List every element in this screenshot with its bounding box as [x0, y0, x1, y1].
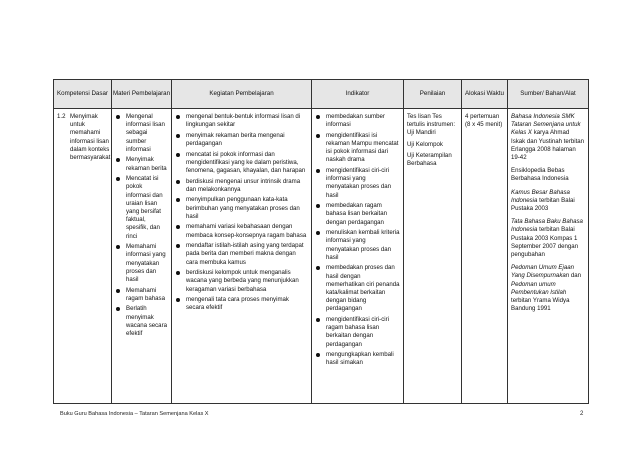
- sumber-detail: terbitan Balai Pustaka 2003: [511, 196, 575, 213]
- kegiatan-list: [175, 113, 308, 313]
- header-row: [54, 80, 589, 109]
- materi-item: Mengenal informasi lisan sebagai sumber informasi: [115, 113, 168, 154]
- indikator-item: menuliskan kembali kriteria informasi yang menyatakan proses dan hasil: [315, 229, 400, 262]
- penilaian-item: Uji Keterampilan Berbahasa: [407, 152, 452, 168]
- materi-list: [115, 113, 168, 338]
- header-kegiatan: Kegiatan Pembelajaran: [172, 80, 312, 109]
- kegiatan-item: mengenal bentuk-bentuk informasi lisan di lingkungan sekitar: [175, 113, 308, 129]
- header-kompetensi: Kompetensi Dasar: [54, 80, 112, 109]
- header-indikator: Indikator: [312, 80, 404, 109]
- header-sumber: Sumber/ Bahan/Alat: [508, 80, 589, 109]
- header-materi: Materi Pembelajaran: [112, 80, 172, 109]
- sumber-detail: terbitan Yrama Widya Bandung 1991: [511, 297, 570, 313]
- materi-item: Memahami ragam bahasa: [115, 287, 168, 303]
- sumber-detail: Ensiklopedia Bebas Berbahasa Indonesia: [511, 167, 569, 183]
- kegiatan-item: menyimpulkan penggunaan kata-kata berimbuhan yang menyatakan proses dan hasil: [175, 196, 308, 221]
- penilaian-item: Tes lisan Tes tertulis instrumen: Uji Mandiri: [407, 113, 456, 137]
- sumber-title: Tata Bahasa Baku Bahasa Indonesia: [511, 218, 583, 234]
- cell-sumber: [508, 109, 589, 404]
- cell-kompetensi: [54, 109, 112, 404]
- sumber-item: [511, 113, 585, 162]
- header-alokasi: Alokasi Waktu: [462, 80, 508, 109]
- sumber-detail: terbitan Balai Pustaka 2003 Kompas 1 September 2007 dengan pengubahan: [511, 226, 579, 259]
- sumber-title: Kamus Besar Bahasa Indonesia: [511, 188, 570, 204]
- sumber-title: Pedoman umum Pembentukan Istilah: [511, 280, 567, 296]
- kegiatan-item: mengenali tata cara proses menyimak secara efektif: [175, 296, 308, 312]
- sumber-item: [511, 218, 585, 259]
- sumber-list: [508, 109, 588, 313]
- indikator-item: mengidentifikasi ciri-ciri ragam bahasa lisan berkaitan dengan perdagangan: [315, 316, 400, 349]
- cell-materi: [112, 109, 172, 404]
- kegiatan-item: mendaftar istilah-istilah asing yang terdapat pada berita dan memberi makna dengan cara membuka kamus: [175, 242, 308, 267]
- kegiatan-item: berdiskusi kelompok untuk menganalis wacana yang berbeda yang menunjukkan keragaman variasi berbahasa: [175, 269, 308, 294]
- cell-alokasi: [462, 109, 508, 404]
- cell-kegiatan: [172, 109, 312, 404]
- footer-text: Buku Guru Bahasa Indonesia – Tataran Semenjana Kelas X: [60, 411, 209, 417]
- indikator-item: membedakan sumber informasi: [315, 113, 400, 129]
- cell-penilaian: [404, 109, 462, 404]
- kompetensi-text: Menyimak untuk memahami informasi lisan dalam konteks bermasyarakat: [70, 113, 111, 162]
- indikator-item: mengidentifikasi ciri-ciri informasi yang menyatakan proses dan hasil: [315, 167, 400, 200]
- materi-item: Memahami informasi yang menyatakan proses dan hasil: [115, 243, 168, 284]
- indikator-item: mengungkapkan kembali hasil simakan: [315, 351, 400, 367]
- indikator-item: membedakan ragam bahasa lisan berkaitan dengan perdagangan: [315, 202, 400, 227]
- alokasi-text: 4 pertemuan (8 x 45 menit): [465, 113, 503, 129]
- sumber-title: Pedoman Umum Ejaan Yang Disempurnakan: [511, 264, 574, 280]
- materi-item: Menyimak rekaman berita: [115, 156, 168, 172]
- kompetensi-number: 1.2: [57, 113, 66, 120]
- sumber-detail: karya Ahmad Iskak dan Yustinah terbitan Erlangga 2008 halaman 19-42: [511, 129, 585, 162]
- penilaian-item: Uji Kelompok: [407, 140, 443, 148]
- sumber-title: Bahasa Indonesia SMK Tataran Semenjana untuk Kelas X: [511, 113, 581, 137]
- page-number: 2: [580, 411, 584, 417]
- materi-item: Berlatih menyimak wacana secara efektif: [115, 305, 168, 338]
- syllabus-table: [53, 79, 589, 404]
- header-penilaian: Penilaian: [404, 80, 462, 109]
- indikator-item: mengidentifikasi isi rekaman Mampu mencatat isi pokok informasi dari naskah drama: [315, 132, 400, 165]
- sumber-item: [511, 264, 585, 313]
- indikator-list: [315, 113, 400, 368]
- sumber-detail: dan: [569, 272, 582, 280]
- table-row: [54, 109, 589, 404]
- materi-item: Mencatat isi pokok informasi dan uraian lisan yang bersifat faktual, spesifik, dan rinci: [115, 175, 168, 241]
- kegiatan-item: mencatat isi pokok informasi dan mengidentifikasi yang ke dalam peristiwa, fenomena, gagasan, khayalan, dan harapan: [175, 151, 308, 176]
- kegiatan-item: memahami variasi kebahasaan dengan membaca konsep-konsepnya ragam bahasa: [175, 223, 308, 239]
- sumber-item: [511, 167, 585, 183]
- penilaian-list: [404, 109, 461, 169]
- sumber-item: [511, 189, 585, 214]
- kegiatan-item: menyimak rekaman berita mengenai perdagangan: [175, 132, 308, 148]
- kegiatan-item: berdiskusi mengenai unsur intrinsik drama dan melakonkannya: [175, 178, 308, 194]
- cell-indikator: [312, 109, 404, 404]
- indikator-item: membedakan proses dan hasil dengan memerhatikan ciri penanda kata/kalimat berkaitan dengan bidang perdagangan: [315, 264, 400, 313]
